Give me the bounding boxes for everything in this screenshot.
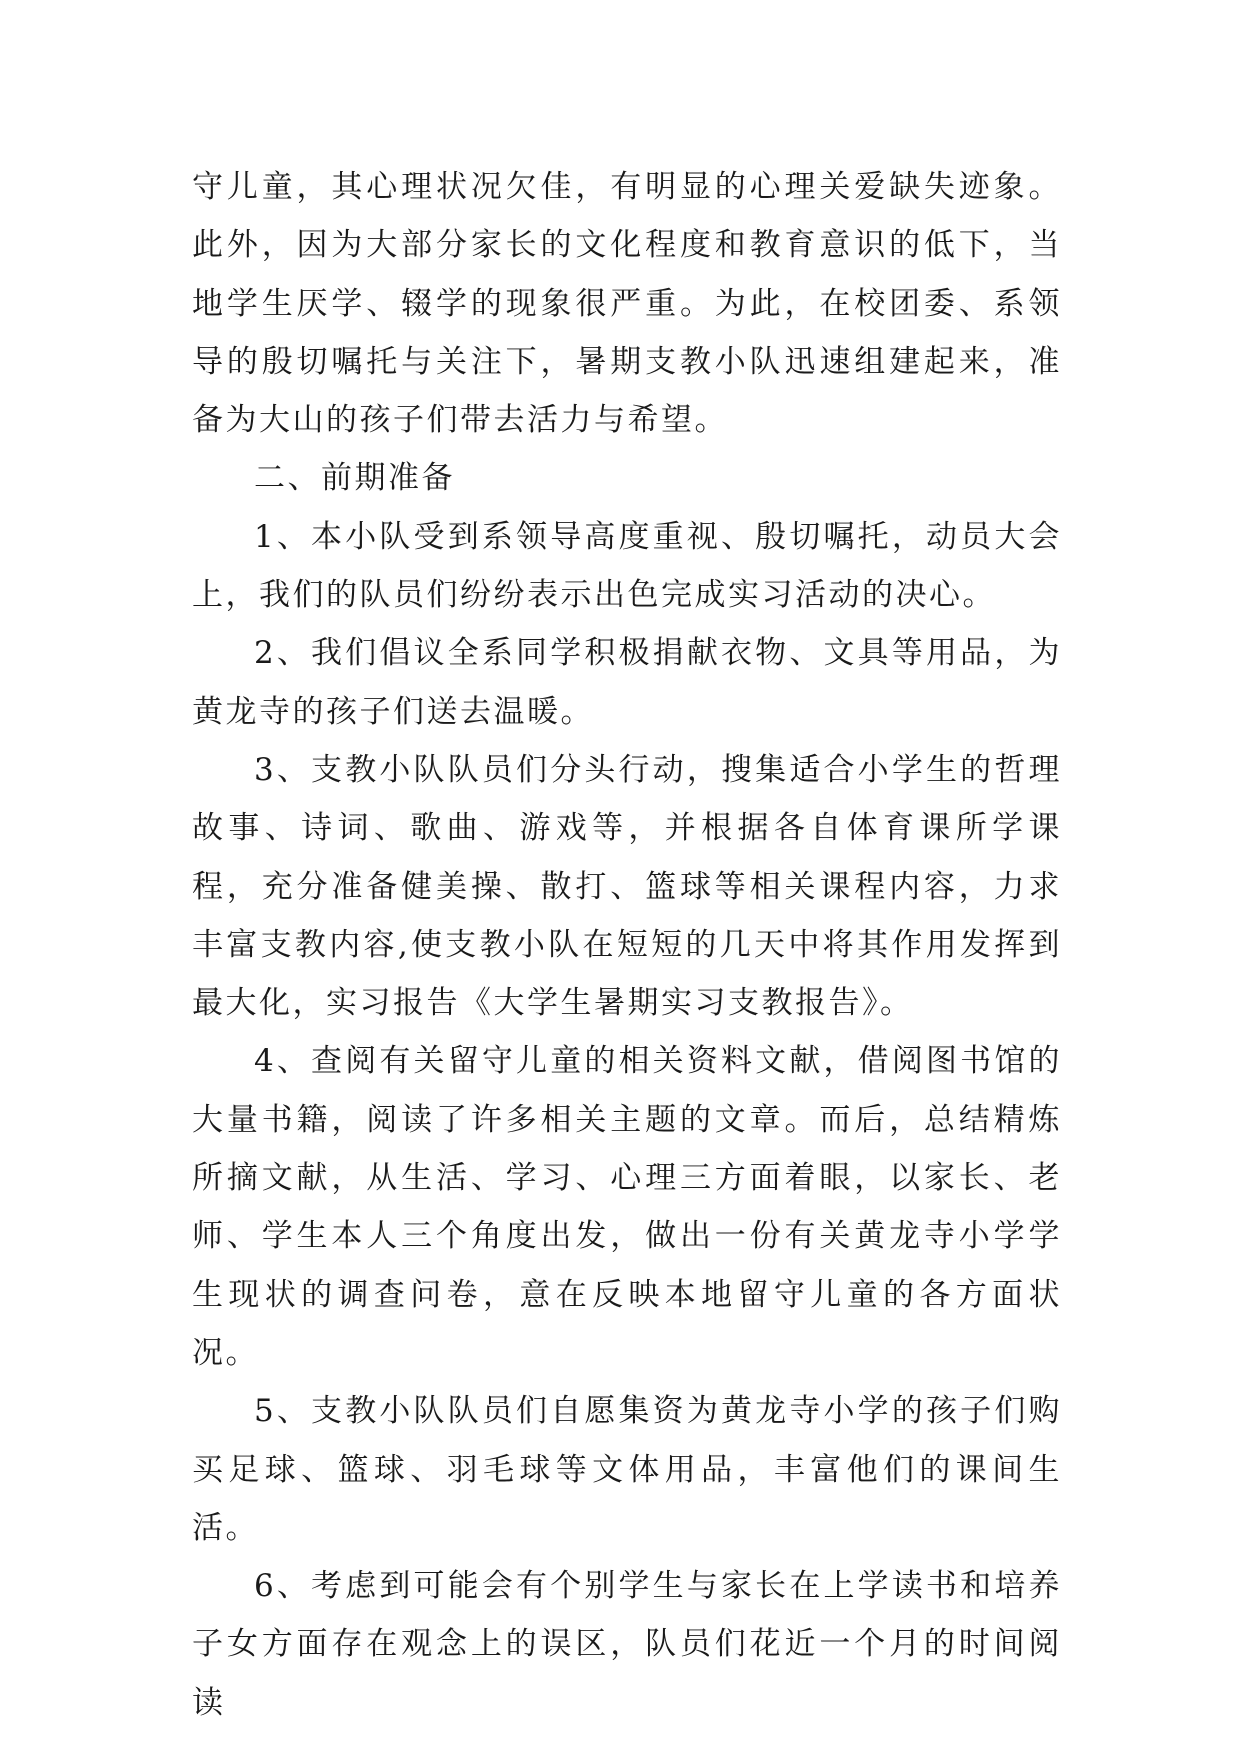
paragraph-item-6: 6、考虑到可能会有个别学生与家长在上学读书和培养子女方面存在观念上的误区，队员们花近一个月的时间阅读 — [192, 1568, 1062, 1721]
paragraph-item-2: 2、我们倡议全系同学积极捐献衣物、文具等用品，为黄龙寺的孩子们送去温暖。 — [192, 635, 1062, 730]
paragraph-background-continued: 守儿童，其心理状况欠佳，有明显的心理关爱缺失迹象。此外，因为大部分家长的文化程度和教育意识的低下，当地学生厌学、辍学的现象很严重。为此，在校团委、系领导的殷切嘱托与关注下，暑期支教小队迅速组建起来，准备为大山的孩子们带去活力与希望。 — [192, 169, 1062, 439]
paragraph-item-4: 4、查阅有关留守儿童的相关资料文献，借阅图书馆的大量书籍，阅读了许多相关主题的文章。而后，总结精炼所摘文献，从生活、学习、心理三方面着眼，以家长、老师、学生本人三个角度出发，做出一份有关黄龙寺小学学生现状的调查问卷，意在反映本地留守儿童的各方面状况。 — [192, 1043, 1062, 1371]
paragraph-item-3: 3、支教小队队员们分头行动，搜集适合小学生的哲理故事、诗词、歌曲、游戏等，并根据各自体育课所学课程，充分准备健美操、散打、篮球等相关课程内容，力求丰富支教内容,使支教小队在短短的几天中将其作用发挥到最大化，实习报告《大学生暑期实习支教报告》。 — [192, 751, 1062, 1022]
paragraph-item-5: 5、支教小队队员们自愿集资为黄龙寺小学的孩子们购买足球、篮球、羽毛球等文体用品，丰富他们的课间生活。 — [192, 1393, 1062, 1546]
section-heading-preparation: 二、前期准备 — [254, 460, 455, 497]
paragraph-item-1: 1、本小队受到系领导高度重视、殷切嘱托，动员大会上，我们的队员们纷纷表示出色完成实习活动的决心。 — [192, 518, 1062, 614]
body-text — [192, 158, 1062, 1732]
